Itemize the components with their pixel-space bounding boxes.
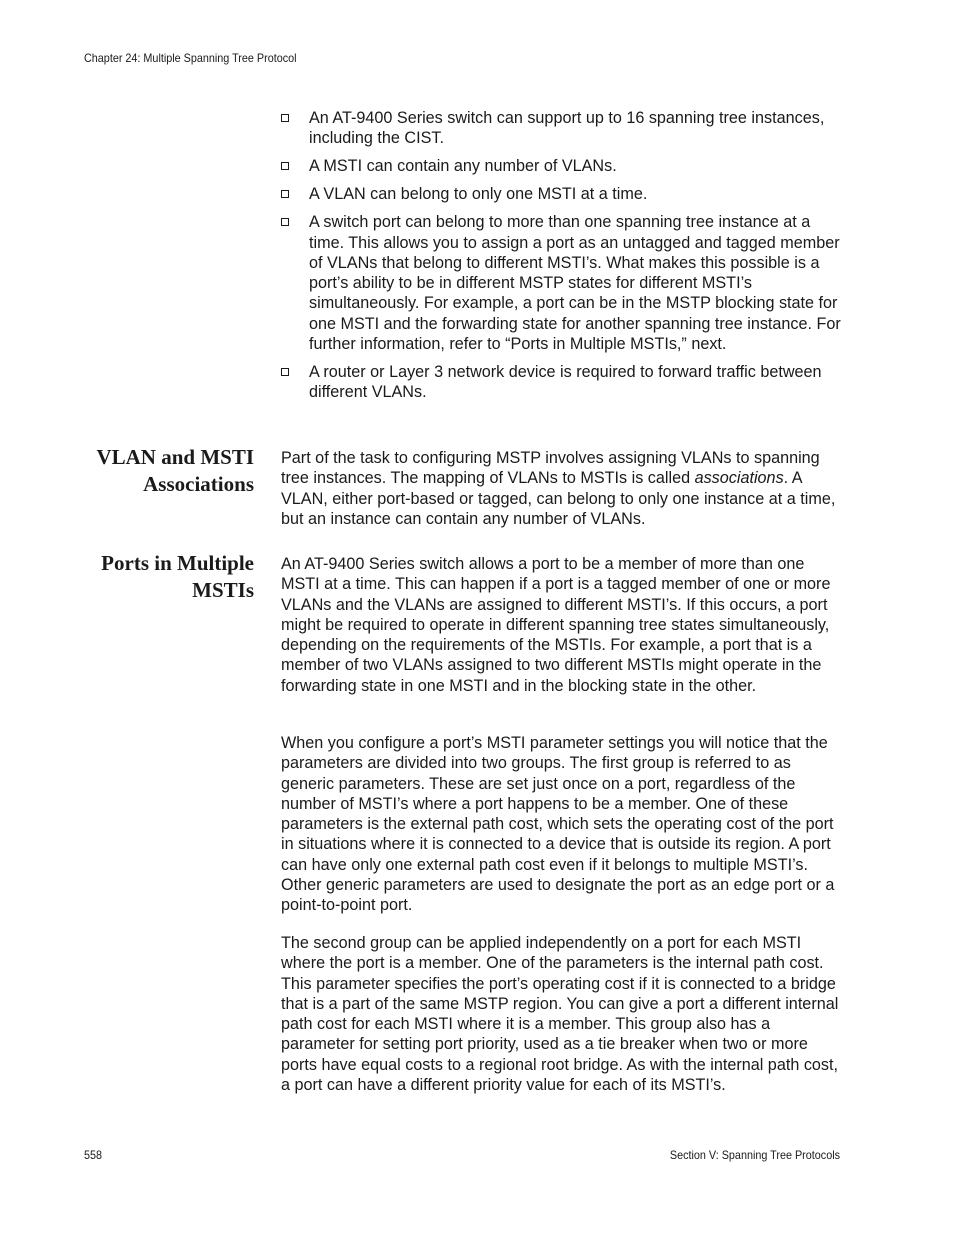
running-head: Chapter 24: Multiple Spanning Tree Protocol — [84, 51, 297, 65]
checkbox-bullet-icon — [281, 368, 289, 376]
associations-paragraph — [281, 448, 841, 529]
paragraph-text: . A VLAN, either port-based or tagged, can belong to only one instance at a time, but an instance can contain any number of VLANs. — [281, 469, 836, 528]
list-item-text: A MSTI can contain any number of VLANs. — [309, 157, 617, 176]
list-item-text: A router or Layer 3 network device is required to forward traffic between different VLANs. — [309, 363, 822, 402]
ports-paragraph-1: An AT-9400 Series switch allows a port to be a member of more than one MSTI at a time. This can happen if a port is a tagged member of one or more VLANs and the VLANs are assigned to different MSTI’s. If this occurs, a port might be required to operate in different spanning tree states simultaneously, depending on the requirements of the MSTIs. For example, a port that is a member of two VLANs assigned to two different MSTIs might operate in the forwarding state in one MSTI and in the blocking state in the other. — [281, 555, 831, 695]
checkbox-bullet-icon — [281, 218, 289, 226]
bullet-list — [281, 108, 841, 410]
list-item — [281, 184, 841, 204]
heading-line: VLAN and MSTI — [96, 445, 254, 469]
ports-paragraph-3: The second group can be applied independently on a port for each MSTI where the port is a member. One of the parameters is the internal path cost. This parameter specifies the port’s operating cost if it is connected to a bridge that is a part of the same MSTP region. You can give a port a different internal path cost for each MSTI where it is a member. This group also has a parameter for setting port priority, used as a tie breaker when two or more ports have equal costs to a regional root bridge. As with the internal path cost, a port can have a different priority value for each of its MSTI’s. — [281, 934, 839, 1095]
heading-line: Ports in Multiple — [101, 551, 254, 575]
heading-line: Associations — [143, 471, 254, 496]
checkbox-bullet-icon — [281, 114, 289, 122]
checkbox-bullet-icon — [281, 162, 289, 170]
list-item-text: An AT-9400 Series switch can support up to 16 spanning tree instances, including the CIST. — [309, 109, 825, 148]
list-item — [281, 212, 841, 354]
list-item — [281, 362, 841, 403]
heading-line: MSTIs — [192, 577, 254, 602]
ports-paragraph-2: When you configure a port’s MSTI parameter settings you will notice that the parameters are divided into two groups. The first group is referred to as generic parameters. These are set just once on a port, regardless of the number of MSTI’s where a port happens to be a member. One of these parameters is the external path cost, which sets the operating cost of the port in situations where it is connected to a device that is outside its region. A port can have only one external path cost even if it belongs to multiple MSTI’s. Other generic parameters are used to designate the port as an edge port or a point-to-point port. — [281, 734, 835, 915]
list-item-text: A switch port can belong to more than one spanning tree instance at a time. This allows you to assign a port as an untagged and tagged member of VLANs that belong to different MSTI’s. What makes this possible is a port’s ability to be in different MSTP states for different MSTI’s simultaneously. For example, a port can be in the MSTP blocking state for one MSTI and the forwarding state for another spanning tree instance. For further information, refer to “Ports in Multiple MSTIs,” next. — [309, 213, 841, 354]
section-heading-ports-in-multiple-mstis — [101, 550, 254, 603]
list-item — [281, 156, 841, 176]
emphasized-term: associations — [694, 469, 784, 488]
footer-section-title: Section V: Spanning Tree Protocols — [669, 1148, 840, 1162]
checkbox-bullet-icon — [281, 190, 289, 198]
section-heading-vlan-msti-associations — [96, 444, 254, 497]
list-item-text: A VLAN can belong to only one MSTI at a time. — [309, 185, 648, 204]
paragraph-text: Part of the task to configuring MSTP involves assigning VLANs to spanning tree instances. The mapping of VLANs to MSTIs is called — [281, 449, 820, 488]
list-item — [281, 108, 841, 149]
page-number: 558 — [84, 1148, 103, 1162]
